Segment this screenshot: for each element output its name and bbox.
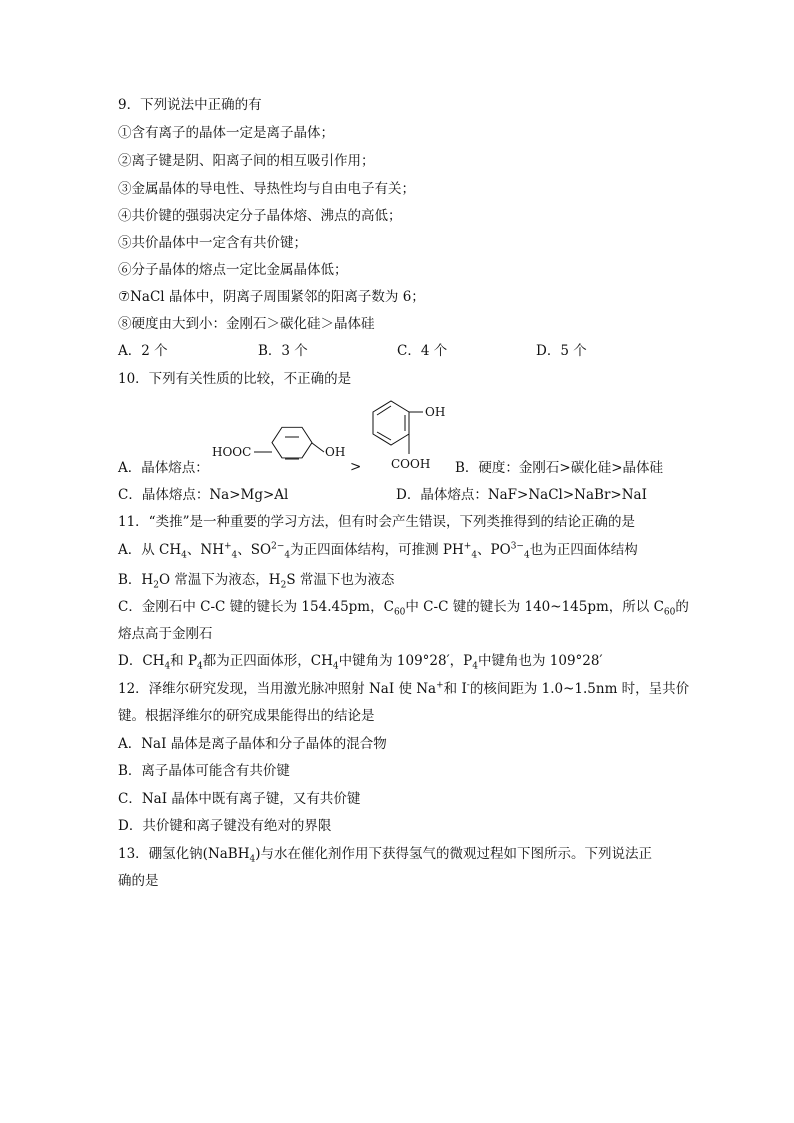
text-run: 的 (675, 599, 689, 615)
q9-options (118, 342, 678, 360)
mol2-cooh-label: COOH (391, 457, 431, 471)
q11-option-b[interactable] (118, 571, 394, 589)
subscript: 4 (164, 661, 171, 672)
subscript: 4 (231, 550, 238, 561)
text-run: 为正四面体结构，可推测 PH (290, 542, 464, 558)
subscript: 2 (280, 580, 287, 591)
q10-stem: 10．下列有关性质的比较，不正确的是 (118, 371, 352, 387)
text-run: 中 C-C 键的键长为 140~145pm，所以 C (405, 599, 664, 615)
mol1-hooc-label: HOOC (212, 445, 252, 459)
q10-option-a[interactable]: A．晶体熔点： (118, 460, 209, 476)
text-run: 中键角也为 109°28′ (478, 653, 603, 669)
q9-option-b[interactable]: B．3 个 (258, 343, 308, 359)
mol1-oh-label: OH (325, 445, 346, 459)
text-run: C．金刚石中 C-C 键的键长为 154.45pm，C (118, 599, 394, 615)
superscript: + (463, 541, 472, 552)
q9-item-2: ②离子键是阴、阳离子间的相互吸引作用； (118, 153, 375, 169)
text-run: 12．泽维尔研究发现，当用激光脉冲照射 NaI 使 Na (118, 681, 437, 697)
subscript: 4 (197, 661, 203, 672)
q9-item-3: ③金属晶体的导电性、导热性均与自由电子有关； (118, 181, 415, 197)
q9-item-8: ⑧硬度由大到小：金刚石＞碳化硅＞晶体硅 (118, 316, 375, 332)
text-run: O 常温下为液态，H (158, 572, 281, 588)
q10-option-b[interactable]: B．硬度：金刚石>碳化硅>晶体硅 (455, 460, 664, 476)
subscript: 4 (181, 550, 187, 561)
superscript: - (466, 680, 470, 691)
subscript: 4 (284, 550, 291, 561)
q12-option-b[interactable]: B．离子晶体可能含有共价键 (118, 763, 290, 779)
text-run: 的核间距为 1.0~1.5nm 时，呈共价 (469, 681, 690, 697)
superscript: 3− (510, 541, 524, 552)
q12-stem (118, 680, 689, 698)
q9-item-4: ④共价键的强弱决定分子晶体熔、沸点的高低； (118, 208, 402, 224)
q13-stem (118, 845, 652, 863)
q9-item-6: ⑥分子晶体的熔点一定比金属晶体低； (118, 262, 348, 278)
text-run: 也为正四面体结构 (529, 542, 638, 558)
q10-greater-than: > (350, 459, 362, 475)
text-run: )与水在催化剂作用下获得氢气的微观过程如下图所示。下列说法正 (255, 846, 653, 862)
q9-stem: 9．下列说法中正确的有 (118, 97, 262, 113)
subscript: 2 (153, 580, 159, 591)
q12-option-d[interactable]: D．共价键和离子键没有绝对的界限 (118, 818, 332, 834)
q12-option-a[interactable]: A．NaI 晶体是离子晶体和分子晶体的混合物 (118, 736, 387, 752)
q10-option-c[interactable]: C．晶体熔点：Na>Mg>Al (118, 487, 289, 503)
superscript: + (223, 541, 232, 552)
subscript: 4 (332, 661, 339, 672)
q11-option-d[interactable] (118, 652, 603, 670)
superscript: + (436, 680, 444, 691)
q10-option-d[interactable]: D．晶体熔点：NaF>NaCl>NaBr>NaI (396, 487, 647, 503)
text-run: 13．硼氢化钠(NaBH (118, 846, 250, 862)
text-run: 中键角为 109°28′，P (338, 653, 473, 669)
q11-option-c[interactable] (118, 598, 689, 616)
q9-item-1: ①含有离子的晶体一定是离子晶体； (118, 125, 334, 141)
q13-stem-line2: 确的是 (118, 873, 159, 889)
q12-option-c[interactable]: C．NaI 晶体中既有离子键，又有共价键 (118, 791, 361, 807)
text-run: S 常温下也为液态 (286, 572, 395, 588)
text-run: 、PO (477, 542, 511, 558)
q9-option-a[interactable]: A．2 个 (118, 343, 168, 359)
q12-stem-line2: 键。根据泽维尔的研究成果能得出的结论是 (118, 708, 375, 724)
subscript: 4 (471, 550, 478, 561)
q11-stem: 11．“类推”是一种重要的学习方法，但有时会产生错误，下列类推得到的结论正确的是 (118, 514, 635, 530)
q9-option-d[interactable]: D．5 个 (536, 343, 587, 359)
subscript: 4 (249, 854, 256, 865)
q9-item-7: ⑦NaCl 晶体中，阴离子周围紧邻的阳离子数为 6； (118, 289, 425, 305)
subscript: 4 (523, 550, 530, 561)
text-run: 、SO (237, 542, 272, 558)
superscript: 2− (271, 541, 285, 552)
q9-option-c[interactable]: C．4 个 (397, 343, 448, 359)
subscript: 4 (472, 661, 478, 672)
molecule-salicylic-acid (355, 392, 455, 474)
molecule-para-hydroxybenzoic-acid (210, 418, 360, 464)
text-run: B．H (118, 572, 154, 588)
text-run: D．CH (118, 653, 165, 669)
q11-option-a[interactable] (118, 541, 638, 559)
subscript: 60 (663, 607, 676, 618)
subscript: 60 (393, 607, 406, 618)
text-run: 、NH (186, 542, 224, 558)
text-run: A．从 CH (118, 542, 182, 558)
q11-option-c-line2: 熔点高于金刚石 (118, 626, 213, 642)
mol2-oh-label: OH (425, 405, 446, 419)
text-run: 都为正四面体形，CH (202, 653, 333, 669)
text-run: 和 I (443, 681, 467, 697)
text-run: 和 P (170, 653, 198, 669)
q9-item-5: ⑤共价晶体中一定含有共价键； (118, 235, 307, 251)
